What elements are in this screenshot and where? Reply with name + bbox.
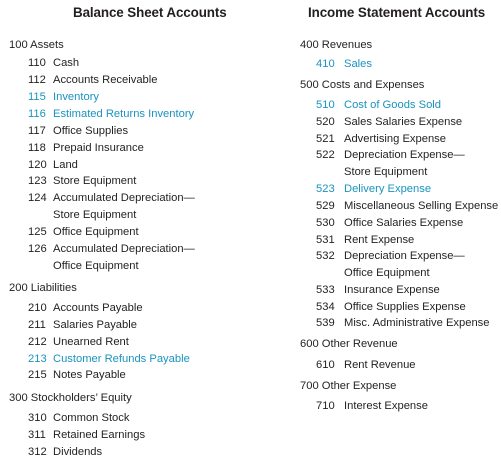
account-name: Cash	[53, 57, 80, 69]
account-number: 523	[316, 183, 335, 195]
balance-sheet-heading: Balance Sheet Accounts	[73, 5, 227, 20]
account-number: 215	[28, 369, 47, 381]
account-name: Dividends	[53, 446, 103, 458]
account-number: 312	[28, 446, 47, 458]
account-name: Rent Revenue	[344, 359, 416, 371]
account-name: Depreciation Expense—	[344, 149, 465, 161]
account-number: 410	[316, 58, 335, 70]
account-group-header: 100 Assets	[9, 39, 64, 51]
account-number: 115	[28, 91, 46, 103]
account-name: Insurance Expense	[344, 284, 440, 296]
account-number: 212	[28, 336, 47, 348]
account-name: Inventory	[53, 91, 100, 103]
account-name: Office Supplies Expense	[344, 301, 466, 313]
account-name: Cost of Goods Sold	[344, 99, 442, 111]
account-number: 117	[28, 125, 46, 137]
account-name: Depreciation Expense—	[344, 250, 465, 262]
account-number: 534	[316, 301, 335, 313]
account-number: 529	[316, 200, 335, 212]
account-name: Common Stock	[53, 412, 130, 424]
account-number: 213	[28, 353, 47, 365]
account-number: 510	[316, 99, 335, 111]
account-number: 530	[316, 217, 335, 229]
account-group-header: 700 Other Expense	[300, 380, 397, 392]
account-name: Sales	[344, 58, 372, 70]
account-name: Store Equipment	[53, 175, 137, 187]
account-name: Misc. Administrative Expense	[344, 317, 490, 329]
account-number: 123	[28, 175, 47, 187]
account-number: 533	[316, 284, 335, 296]
account-number: 110	[28, 57, 46, 69]
account-name: Office Supplies	[53, 125, 129, 137]
account-number: 310	[28, 412, 47, 424]
account-name: Delivery Expense	[344, 183, 432, 195]
account-name: Accounts Payable	[53, 302, 143, 314]
account-name: Prepaid Insurance	[53, 142, 144, 154]
account-number: 126	[28, 243, 47, 255]
account-name: Notes Payable	[53, 369, 126, 381]
account-number: 522	[316, 149, 335, 161]
account-name: Sales Salaries Expense	[344, 116, 463, 128]
account-group-header: 500 Costs and Expenses	[300, 79, 425, 91]
account-name: Accumulated Depreciation—	[53, 192, 195, 204]
account-name-continued: Office Equipment	[344, 267, 430, 279]
account-number: 520	[316, 116, 335, 128]
account-number: 125	[28, 226, 47, 238]
account-name: Office Salaries Expense	[344, 217, 464, 229]
account-number: 118	[28, 142, 46, 154]
account-name-continued: Store Equipment	[53, 209, 137, 221]
account-number: 531	[316, 234, 335, 246]
account-number: 124	[28, 192, 47, 204]
account-group-header: 200 Liabilities	[9, 282, 77, 294]
account-name: Accounts Receivable	[53, 74, 158, 86]
account-number: 539	[316, 317, 335, 329]
account-group-header: 300 Stockholders’ Equity	[9, 392, 132, 404]
account-number: 210	[28, 302, 47, 314]
account-number: 610	[316, 359, 335, 371]
account-number: 521	[316, 133, 335, 145]
account-name: Interest Expense	[344, 400, 428, 412]
account-number: 120	[28, 159, 47, 171]
account-name: Accumulated Depreciation—	[53, 243, 195, 255]
account-number: 710	[316, 400, 335, 412]
account-group-header: 600 Other Revenue	[300, 338, 398, 350]
account-group-header: 400 Revenues	[300, 39, 373, 51]
account-name: Unearned Rent	[53, 336, 129, 348]
account-name: Advertising Expense	[344, 133, 446, 145]
account-number: 116	[28, 108, 46, 120]
account-number: 112	[28, 74, 46, 86]
account-name: Office Equipment	[53, 226, 139, 238]
account-number: 532	[316, 250, 335, 262]
account-name-continued: Office Equipment	[53, 260, 139, 272]
account-name: Estimated Returns Inventory	[53, 108, 195, 120]
account-name: Customer Refunds Payable	[53, 353, 190, 365]
account-name: Retained Earnings	[53, 429, 146, 441]
account-number: 211	[28, 319, 46, 331]
account-name: Land	[53, 159, 78, 171]
account-number: 311	[28, 429, 46, 441]
account-name: Salaries Payable	[53, 319, 137, 331]
account-name-continued: Store Equipment	[344, 166, 428, 178]
income-statement-heading: Income Statement Accounts	[308, 5, 486, 20]
account-name: Rent Expense	[344, 234, 415, 246]
account-name: Miscellaneous Selling Expense	[344, 200, 499, 212]
